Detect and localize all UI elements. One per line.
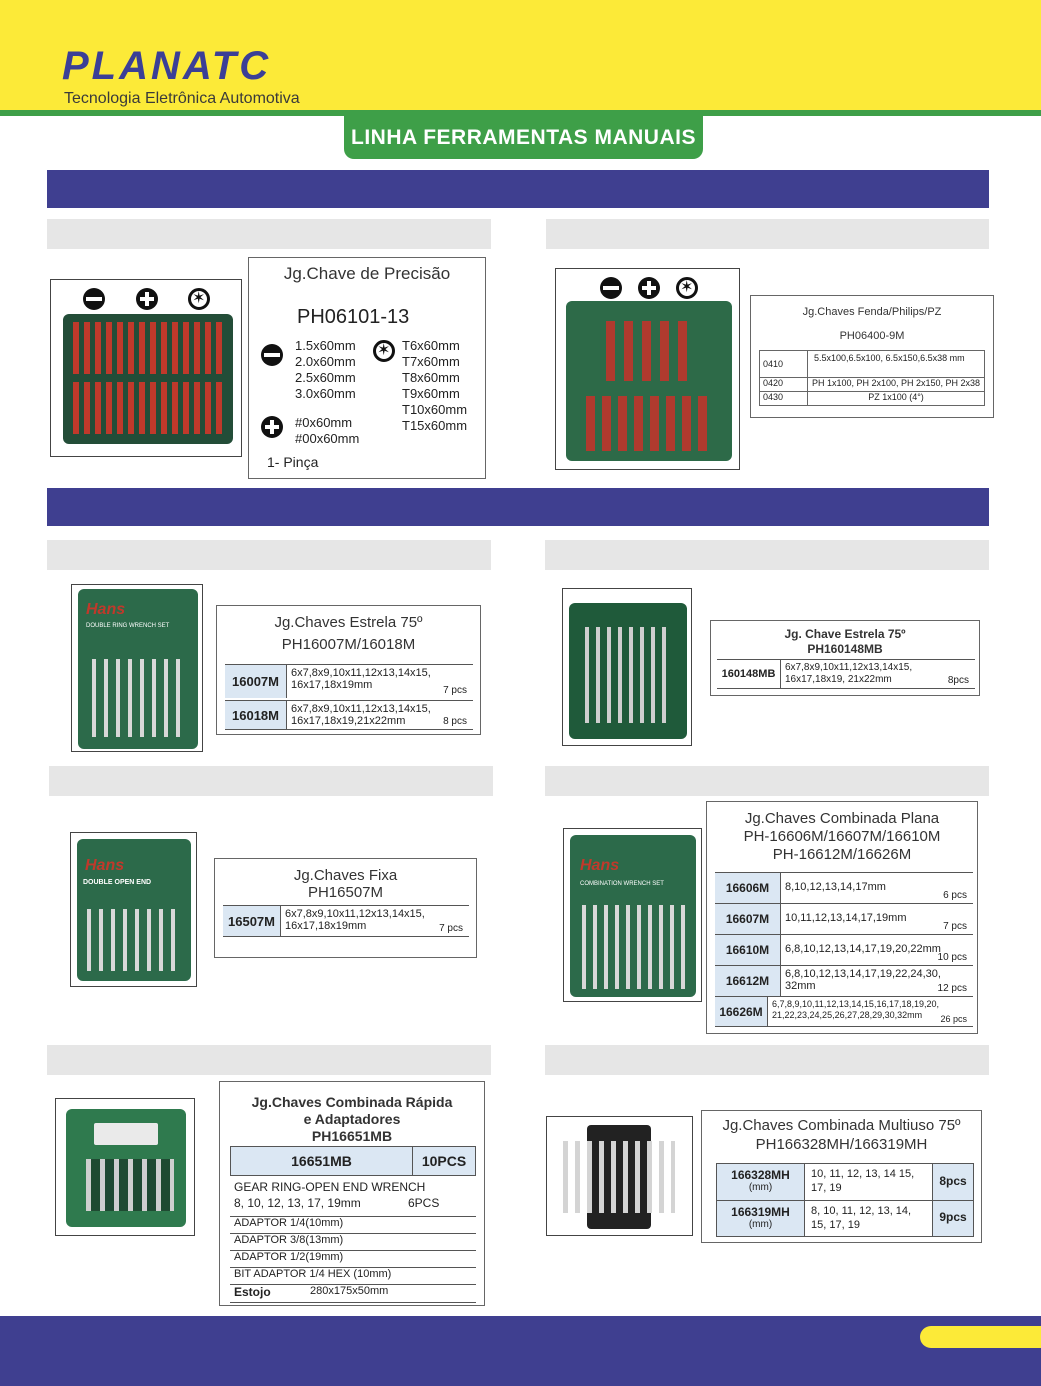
product-photo-screwdriver-set <box>555 268 740 470</box>
category-band-1 <box>47 170 989 208</box>
phillips-icon <box>261 416 283 438</box>
row-pcs: 26 pcs <box>940 1014 967 1024</box>
row-desc-text: 6x7,8x9,10x11,12x13,14x15, 16x17,18x19, 21x22mm <box>785 662 913 685</box>
row-pcs: 7 pcs <box>439 923 463 934</box>
size-item: #00x60mm <box>295 431 360 446</box>
row-desc-text: 6x7,8x9,10x11,12x13,14x15, 16x17,18x19,21x22mm <box>291 703 431 727</box>
row-desc <box>287 665 473 698</box>
row-desc <box>287 701 473 729</box>
row-code: 16610M <box>715 935 781 965</box>
extra-item: 1- Pinça <box>267 454 319 470</box>
list-item: ADAPTOR 1/2(19mm) <box>230 1251 476 1268</box>
table-row <box>223 905 469 937</box>
case-size: 280x175x50mm <box>310 1285 389 1297</box>
row-code: 16007M <box>225 665 287 698</box>
row-pcs: 8 pcs <box>443 716 467 727</box>
row-desc <box>781 873 973 903</box>
spec-title: Jg.Chaves Fixa <box>293 867 398 884</box>
page-number-pill <box>920 1326 1041 1348</box>
set-label: COMBINATION WRENCH SET <box>580 881 664 887</box>
slotted-icon <box>600 277 622 299</box>
row-code: 166328MH <box>731 1168 790 1182</box>
spec-code: PH06400-9M <box>839 330 905 342</box>
row-unit: (mm) <box>748 1182 773 1193</box>
spec-line: 8, 10, 12, 13, 17, 19mm <box>234 1196 361 1210</box>
row-desc: PZ 1x100 (4°) <box>868 392 924 402</box>
spec-box-precision <box>248 257 486 479</box>
row-pcs: 7 pcs <box>943 921 967 932</box>
slotted-icon <box>261 344 283 366</box>
row-desc-text: 6,8,10,12,13,14,17,19,20,22mm <box>785 943 941 955</box>
size-item: T8x60mm <box>402 370 460 385</box>
list-item: BIT ADAPTOR 1/4 HEX (10mm) <box>230 1268 476 1285</box>
product-photo-combination-set <box>563 828 702 1002</box>
row-pcs: 9pcs <box>933 1201 973 1236</box>
row-code: 166319MH <box>731 1205 790 1219</box>
table-row <box>760 392 984 405</box>
brand-label: Hans <box>86 601 126 618</box>
row-pcs: 10PCS <box>421 1153 467 1169</box>
page-header <box>0 0 1041 112</box>
row-desc <box>781 904 973 934</box>
table-row <box>717 659 975 689</box>
row-pcs: 6 pcs <box>943 890 967 901</box>
row-code: 16651MB <box>231 1147 413 1175</box>
table-row <box>715 996 973 1027</box>
table-row <box>715 872 973 903</box>
category-band-2 <box>47 488 989 526</box>
spec-line-pcs: 6PCS <box>408 1196 440 1210</box>
spec-table <box>716 1163 974 1237</box>
size-item: T10x60mm <box>402 402 468 417</box>
row-desc: 8, 10, 11, 12, 13, 14, 15, 17, 19 <box>805 1201 933 1236</box>
table-row <box>225 700 473 730</box>
spec-list <box>230 1216 476 1303</box>
row-desc <box>781 660 975 688</box>
row-desc-text: 6,7,8,9,10,11,12,13,14,15,16,17,18,19,20, 21,22,23,24,25,26,27,28,29,30,32mm <box>772 999 939 1020</box>
size-item: T7x60mm <box>402 354 460 369</box>
list-item: ADAPTOR 1/4(10mm) <box>230 1217 476 1234</box>
list-item: ADAPTOR 3/8(13mm) <box>230 1234 476 1251</box>
row-pcs: 7 pcs <box>443 685 467 696</box>
size-item: T15x60mm <box>402 418 468 433</box>
brand-label: Hans <box>580 857 620 874</box>
list-item <box>230 1285 476 1303</box>
brand-tagline: Tecnologia Eletrônica Automotiva <box>64 90 300 107</box>
table-row <box>717 1164 973 1201</box>
spec-code: PH16651MB <box>311 1128 393 1144</box>
row-code: 16606M <box>715 873 781 903</box>
product-photo-ring-wrench-tray <box>562 588 692 746</box>
row-desc <box>768 997 973 1026</box>
brand-label: Hans <box>85 857 125 874</box>
product-photo-precision-set <box>50 279 242 457</box>
row-desc: 5.5x100,6.5x100, 6.5x150,6.5x38 mm <box>814 353 965 363</box>
set-label: DOUBLE RING WRENCH SET <box>86 623 170 629</box>
row-desc: 10, 11, 12, 13, 14 15, 17, 19 <box>805 1164 933 1200</box>
row-pcs: 12 pcs <box>937 983 967 994</box>
phillips-sizes <box>295 415 359 447</box>
size-item: T6x60mm <box>402 338 460 353</box>
spec-code: PH-16606M/16607M/16610M <box>743 828 941 845</box>
spec-box-fixa <box>214 858 477 958</box>
size-item: 2.5x60mm <box>295 370 356 385</box>
size-item: #0x60mm <box>295 415 353 430</box>
product-header-bar <box>545 1045 989 1075</box>
spec-code: PH16007M/16018M <box>281 636 416 653</box>
product-header-bar <box>47 540 491 570</box>
size-item: 2.0x60mm <box>295 354 356 369</box>
row-code: 16507M <box>223 906 281 936</box>
table-header <box>230 1146 476 1176</box>
case-label: Estojo <box>234 1285 271 1299</box>
row-code: 16607M <box>715 904 781 934</box>
row-desc-text: 6x7,8x9,10x11,12x13,14x15, 16x17,18x19mm <box>285 908 425 932</box>
pozidriv-icon <box>676 277 698 299</box>
torx-icon <box>188 288 210 310</box>
row-code: 16626M <box>715 997 768 1026</box>
table-row <box>715 903 973 934</box>
torx-sizes <box>402 338 467 434</box>
product-header-bar <box>545 766 989 796</box>
product-photo-ratchet-case <box>55 1098 195 1236</box>
phillips-icon <box>638 277 660 299</box>
table-row <box>715 934 973 965</box>
spec-box-combinada <box>706 801 978 1034</box>
spec-code: PH-16612M/16626M <box>772 846 912 863</box>
spec-box-estrela75 <box>216 605 481 735</box>
product-header-bar <box>546 219 989 249</box>
spec-box-fenda <box>750 295 994 418</box>
spec-title: Jg.Chave de Precisão <box>283 264 451 283</box>
table-row <box>715 965 973 996</box>
spec-box-multiuso <box>701 1110 982 1243</box>
product-photo-ring-wrench-set <box>71 584 203 752</box>
row-desc-text: 6x7,8x9,10x11,12x13,14x15, 16x17,18x19mm <box>291 667 431 691</box>
row-desc-text: 8,10,12,13,14,17mm <box>785 881 886 893</box>
row-desc-text: 10,11,12,13,14,17,19mm <box>785 912 907 924</box>
row-desc <box>781 935 973 965</box>
table-row <box>717 1201 973 1236</box>
row-code: 16018M <box>225 701 287 729</box>
row-pcs: 8pcs <box>933 1164 973 1200</box>
page-footer <box>0 1316 1041 1386</box>
row-desc: PH 1x100, PH 2x100, PH 2x150, PH 2x38 <box>811 378 981 388</box>
row-unit: (mm) <box>748 1219 773 1230</box>
spec-code: PH06101-13 <box>297 306 410 328</box>
spec-line: GEAR RING-OPEN END WRENCH <box>234 1180 426 1194</box>
product-photo-open-end-set <box>70 832 197 987</box>
table-row <box>760 378 984 392</box>
set-label: DOUBLE OPEN END <box>83 879 152 886</box>
spec-title: Jg.Chaves Fenda/Philips/PZ <box>802 306 942 318</box>
row-desc <box>281 906 469 936</box>
spec-title: Jg. Chave Estrela 75º <box>784 627 906 641</box>
product-header-bar <box>545 540 989 570</box>
product-photo-multiuse-rack <box>546 1116 693 1236</box>
section-title: LINHA FERRAMENTAS MANUAIS <box>344 116 703 159</box>
spec-code: PH160148MB <box>807 642 883 656</box>
row-code-cell <box>717 1201 805 1236</box>
spec-code: PH166328MH/166319MH <box>755 1136 928 1153</box>
row-desc <box>781 966 973 996</box>
spec-title: Jg.Chaves Combinada Rápida <box>251 1094 453 1110</box>
table-row <box>225 664 473 698</box>
row-code: 0410 <box>760 351 808 377</box>
row-code-cell <box>717 1164 805 1200</box>
product-header-bar <box>47 1045 491 1075</box>
row-code: 0420 <box>760 378 808 391</box>
spec-box-estrela75b <box>710 620 980 696</box>
product-header-bar <box>47 219 491 249</box>
size-item: 3.0x60mm <box>295 386 356 401</box>
row-desc-text: 6,8,10,12,13,14,17,19,22,24,30, 32mm <box>785 968 941 992</box>
flat-sizes <box>295 338 356 402</box>
size-item: T9x60mm <box>402 386 460 401</box>
row-pcs: 10 pcs <box>937 952 967 963</box>
slotted-icon <box>83 288 105 310</box>
row-pcs: 8pcs <box>947 675 969 686</box>
phillips-icon <box>136 288 158 310</box>
spec-table <box>759 350 985 406</box>
spec-title: Jg.Chaves Estrela 75º <box>274 614 423 631</box>
spec-title: Jg.Chaves Combinada Multiuso 75º <box>722 1117 961 1134</box>
row-code: 160148MB <box>717 660 781 688</box>
row-code: 0430 <box>760 392 808 405</box>
spec-code: PH16507M <box>307 884 384 901</box>
brand-logo: PLANATC <box>62 44 272 88</box>
row-code: 16612M <box>715 966 781 996</box>
size-item: 1.5x60mm <box>295 338 356 353</box>
product-header-bar <box>49 766 493 796</box>
torx-icon <box>373 340 395 362</box>
spec-title: Jg.Chaves Combinada Plana <box>744 810 940 827</box>
table-row <box>760 351 984 378</box>
spec-box-rapida <box>219 1081 485 1306</box>
spec-title: e Adaptadores <box>303 1111 401 1127</box>
